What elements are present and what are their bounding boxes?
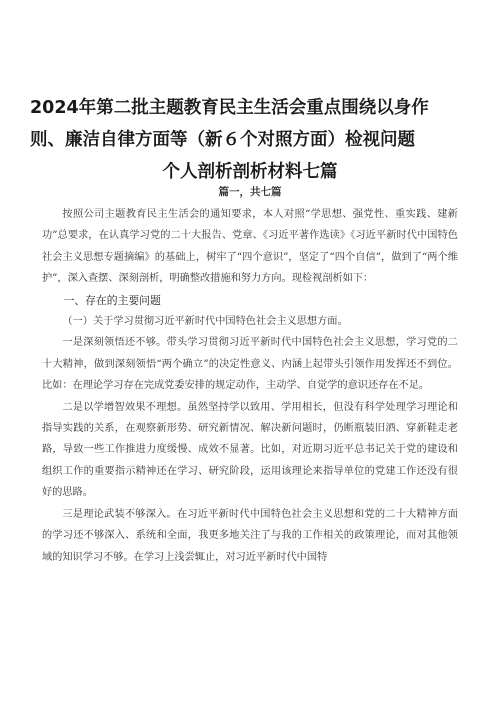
title-line-3: 个人剖析剖析材料七篇	[162, 162, 338, 182]
title-line-2: 则、廉洁自律方面等（新６个对照方面）检视问题	[30, 130, 415, 150]
section-heading: 一、存在的主要问题	[63, 293, 161, 307]
body-paragraph-2: 二是以学增智效果不理想。虽然坚持学以致用、学用相长，但没有科学处理学习理论和指导实践的关系，在观察新形势、研究新情况、解决新问题时，仍断瓶装旧酒、穿新鞋走老路，导致一些工作推进力度缓慢、成效不显著。比如，对近期习近平总书记关于党的建设和组织工作的重要指示精神还在学习、研究阶段，运用该理论来指导单位的党建工作还没有很好的思路。	[42, 401, 458, 499]
document-title	[30, 92, 470, 188]
document-body	[42, 204, 458, 568]
title-line-1: 2024年第二批主题教育民主生活会重点围绕以身作	[30, 98, 429, 118]
subsection-heading: （一）关于学习贯彻习近平新时代中国特色社会主义思想方面。	[62, 316, 348, 328]
body-paragraph-1: 一是深刻领悟还不够。带头学习贯彻习近平新时代中国特色社会主义思想，学习党的二十大精神，做到深刻领悟“两个确立”的决定性意义、内涵上起带头引领作用发挥还不到位。比如：在理论学习存在完成党委安排的规定动作，主动学、自觉学的意识还存在不足。	[42, 337, 458, 392]
body-paragraph-3: 三是理论武装不够深入。在习近平新时代中国特色社会主义思想和党的二十大精神方面的学习还不够深入、系统和全面，我更多地关注了与我的工作相关的政策理论，而对其他领域的知识学习不够。在学习上浅尝辄止，对习近平新时代中国特	[42, 508, 458, 563]
intro-paragraph: 按照公司主题教育民主生活会的通知要求，本人对照“学思想、强党性、重实践、建新功”总要求，在认真学习党的二十大报告、党章、《习近平著作选读》《习近平新时代中国特色社会主义思想专题摘编》的基础上，树牢了“四个意识”，坚定了“四个自信”，做到了“两个维护”，深入查摆、深刻剖析，明确整改措施和努力方向。现检视剖析如下：	[42, 209, 458, 285]
document-subtitle: 篇一，共七篇	[218, 186, 282, 198]
